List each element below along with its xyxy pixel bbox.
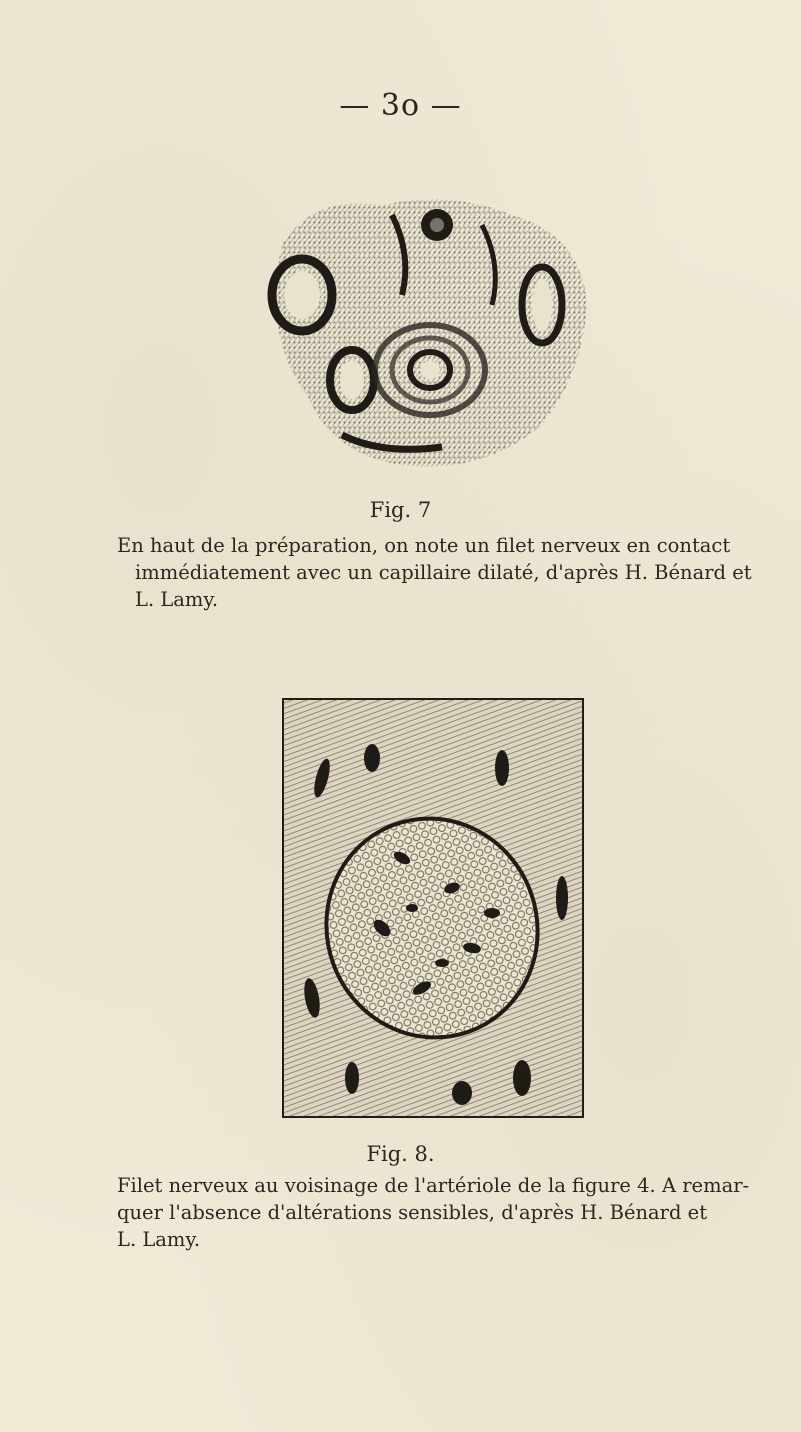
caption-line: L. Lamy. (135, 588, 219, 611)
caption-line: Filet nerveux au voisinage de l'artériole de la figure 4. A remar- (117, 1174, 750, 1197)
figure-7-micrograph (252, 185, 592, 490)
figure-8-caption (117, 1172, 767, 1253)
caption-line: quer l'absence d'altérations sensibles, d'après H. Bénard et (117, 1201, 708, 1224)
figure-8-label: Fig. 8. (366, 1142, 435, 1166)
page-number: — 3o — (339, 88, 462, 123)
figure-7-caption (117, 532, 767, 613)
caption-line: En haut de la préparation, on note un filet nerveux en contact (117, 534, 731, 557)
figure-8-micrograph (282, 698, 584, 1118)
figure-7-label: Fig. 7 (369, 498, 432, 522)
caption-line: L. Lamy. (117, 1228, 201, 1251)
caption-line: immédiatement avec un capillaire dilaté, d'après H. Bénard et (135, 561, 752, 584)
